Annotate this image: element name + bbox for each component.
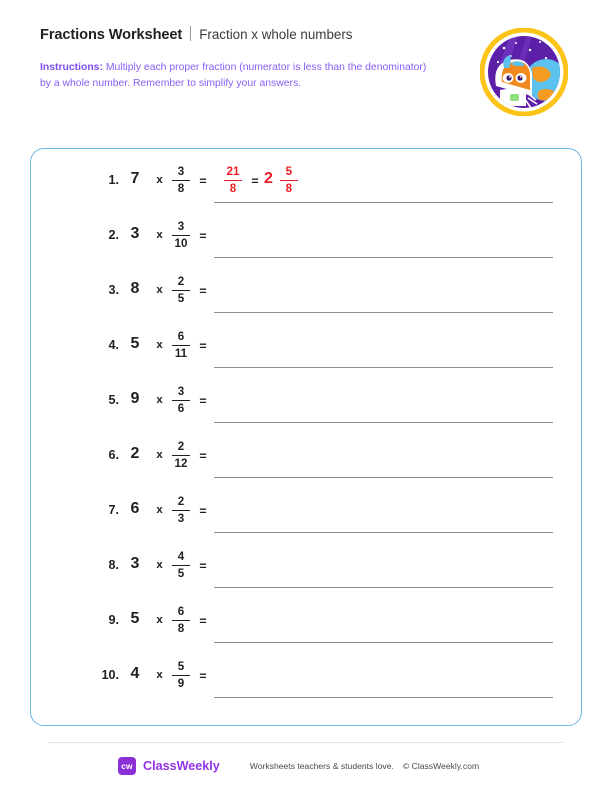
fraction-denominator: 5 bbox=[177, 292, 185, 306]
times-symbol: x bbox=[156, 504, 163, 516]
problem-row bbox=[31, 328, 581, 383]
footer-tagline: Worksheets teachers & students love. bbox=[249, 761, 394, 771]
equals-symbol: = bbox=[199, 559, 207, 573]
answer-area[interactable] bbox=[214, 603, 553, 651]
fraction-bar bbox=[224, 180, 242, 181]
fraction-bar bbox=[172, 565, 190, 566]
instructions-label: Instructions: bbox=[40, 62, 103, 73]
answer-area[interactable] bbox=[214, 328, 553, 376]
fraction bbox=[168, 163, 194, 196]
answer-line bbox=[214, 642, 553, 643]
fraction-bar bbox=[172, 290, 190, 291]
fraction-bar bbox=[172, 400, 190, 401]
page-title bbox=[40, 24, 460, 43]
fraction-bar bbox=[172, 510, 190, 511]
times-symbol: x bbox=[156, 559, 163, 571]
mixed-fraction-answer bbox=[276, 163, 302, 196]
equals-symbol: = bbox=[199, 394, 207, 408]
problem-number: 4. bbox=[108, 338, 119, 352]
fraction-denominator: 9 bbox=[177, 677, 185, 691]
times-symbol: x bbox=[156, 614, 163, 626]
answer-area[interactable] bbox=[214, 493, 553, 541]
whole-number: 8 bbox=[130, 280, 140, 297]
fraction bbox=[168, 328, 194, 361]
whole-number: 3 bbox=[130, 225, 140, 242]
answer-area[interactable] bbox=[214, 438, 553, 486]
problem-number: 2. bbox=[108, 228, 119, 242]
fraction bbox=[168, 218, 194, 251]
worksheet-card bbox=[30, 148, 582, 726]
fraction-numerator: 4 bbox=[177, 550, 185, 563]
problem-number: 8. bbox=[108, 558, 119, 572]
page-header bbox=[40, 24, 460, 93]
whole-number: 5 bbox=[130, 335, 140, 352]
answer-line bbox=[214, 312, 553, 313]
fraction bbox=[168, 493, 194, 526]
fraction-numerator: 2 bbox=[177, 440, 185, 453]
answer-equals-symbol: = bbox=[251, 174, 259, 188]
whole-number: 7 bbox=[130, 170, 140, 187]
fraction-bar bbox=[172, 675, 190, 676]
problem-row bbox=[31, 438, 581, 493]
fraction-denominator: 11 bbox=[174, 347, 188, 361]
equals-symbol: = bbox=[199, 449, 207, 463]
fraction-denominator: 8 bbox=[177, 622, 185, 636]
fraction-numerator: 3 bbox=[177, 220, 185, 233]
fraction bbox=[168, 383, 194, 416]
improper-denominator: 8 bbox=[229, 182, 237, 196]
times-symbol: x bbox=[156, 174, 163, 186]
mixed-numerator: 5 bbox=[285, 165, 293, 178]
whole-number: 2 bbox=[130, 445, 140, 462]
problem-number: 3. bbox=[108, 283, 119, 297]
equals-symbol: = bbox=[199, 339, 207, 353]
problem-number: 10. bbox=[101, 668, 119, 682]
answer-area[interactable] bbox=[214, 383, 553, 431]
equals-symbol: = bbox=[199, 669, 207, 683]
fraction-bar bbox=[172, 180, 190, 181]
fraction-bar bbox=[172, 455, 190, 456]
fraction-numerator: 6 bbox=[177, 330, 185, 343]
whole-number: 3 bbox=[130, 555, 140, 572]
title-subtitle: Fraction x whole numbers bbox=[199, 27, 353, 42]
fraction bbox=[168, 603, 194, 636]
problem-number: 7. bbox=[108, 503, 119, 517]
equals-symbol: = bbox=[199, 614, 207, 628]
fraction bbox=[168, 548, 194, 581]
title-separator bbox=[190, 26, 191, 41]
fraction-numerator: 6 bbox=[177, 605, 185, 618]
fraction bbox=[168, 273, 194, 306]
instructions-text: Multiply each proper fraction (numerator is less than the denominator) by a whole number. Remember to simplify your answers. bbox=[40, 62, 427, 90]
problem-number: 6. bbox=[108, 448, 119, 462]
fraction-denominator: 12 bbox=[174, 457, 188, 471]
whole-number: 5 bbox=[130, 610, 140, 627]
problem-row bbox=[31, 493, 581, 548]
answer-area[interactable] bbox=[214, 548, 553, 596]
problem-row bbox=[31, 548, 581, 603]
fraction-bar bbox=[172, 620, 190, 621]
fraction-bar bbox=[172, 235, 190, 236]
times-symbol: x bbox=[156, 284, 163, 296]
equals-symbol: = bbox=[199, 174, 207, 188]
times-symbol: x bbox=[156, 449, 163, 461]
mixed-whole-number: 2 bbox=[264, 170, 273, 187]
brand-name: ClassWeekly bbox=[143, 759, 220, 773]
fraction-numerator: 2 bbox=[177, 275, 185, 288]
equals-symbol: = bbox=[199, 504, 207, 518]
answer-area[interactable] bbox=[214, 218, 553, 266]
fraction-numerator: 5 bbox=[177, 660, 185, 673]
fraction-denominator: 5 bbox=[177, 567, 185, 581]
footer bbox=[118, 757, 479, 775]
fraction-bar bbox=[172, 345, 190, 346]
instructions bbox=[40, 60, 430, 93]
fraction-denominator: 3 bbox=[177, 512, 185, 526]
title-main: Fractions Worksheet bbox=[40, 27, 183, 43]
equals-symbol: = bbox=[199, 229, 207, 243]
fraction-numerator: 2 bbox=[177, 495, 185, 508]
answer-line bbox=[214, 367, 553, 368]
fraction-numerator: 3 bbox=[177, 165, 185, 178]
fraction-denominator: 10 bbox=[174, 237, 188, 251]
answer-line bbox=[214, 257, 553, 258]
problem-list bbox=[31, 163, 581, 713]
times-symbol: x bbox=[156, 229, 163, 241]
mixed-denominator: 8 bbox=[285, 182, 293, 196]
worked-answer bbox=[220, 163, 302, 196]
whole-number: 4 bbox=[130, 665, 140, 682]
problem-row bbox=[31, 603, 581, 658]
fraction-bar bbox=[280, 180, 298, 181]
problem-row bbox=[31, 658, 581, 713]
answer-line bbox=[214, 532, 553, 533]
fraction-denominator: 6 bbox=[177, 402, 185, 416]
footer-copyright: © ClassWeekly.com bbox=[402, 761, 480, 771]
answer-area[interactable] bbox=[214, 658, 553, 706]
fraction bbox=[168, 658, 194, 691]
times-symbol: x bbox=[156, 394, 163, 406]
astronaut-cat-badge-icon bbox=[480, 28, 568, 116]
fraction-numerator: 3 bbox=[177, 385, 185, 398]
classweekly-logo-icon: cw bbox=[118, 757, 136, 775]
answer-area[interactable] bbox=[214, 273, 553, 321]
whole-number: 9 bbox=[130, 390, 140, 407]
fraction-denominator: 8 bbox=[177, 182, 185, 196]
answer-line bbox=[214, 697, 553, 698]
answer-line bbox=[214, 422, 553, 423]
problem-row bbox=[31, 383, 581, 438]
problem-number: 1. bbox=[108, 173, 119, 187]
answer-line bbox=[214, 587, 553, 588]
answer-line bbox=[214, 202, 553, 203]
answer-line bbox=[214, 477, 553, 478]
equals-symbol: = bbox=[199, 284, 207, 298]
whole-number: 6 bbox=[130, 500, 140, 517]
improper-numerator: 21 bbox=[226, 165, 240, 178]
times-symbol: x bbox=[156, 339, 163, 351]
problem-number: 9. bbox=[108, 613, 119, 627]
fraction bbox=[168, 438, 194, 471]
problem-number: 5. bbox=[108, 393, 119, 407]
improper-fraction-answer bbox=[220, 163, 246, 196]
problem-row bbox=[31, 218, 581, 273]
answer-area[interactable] bbox=[214, 163, 553, 211]
problem-row bbox=[31, 273, 581, 328]
footer-divider bbox=[48, 742, 564, 743]
times-symbol: x bbox=[156, 669, 163, 681]
problem-row bbox=[31, 163, 581, 218]
